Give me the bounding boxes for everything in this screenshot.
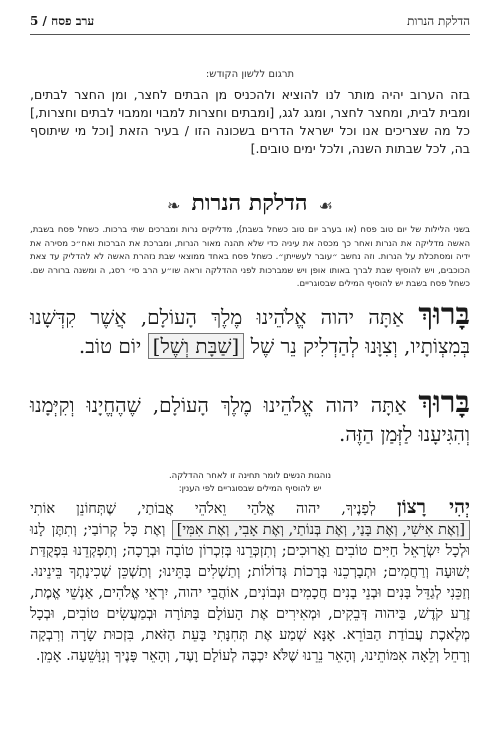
ornament-left-icon: ❧ — [167, 196, 181, 215]
section-header-label: הדלקת הנרות — [407, 14, 470, 28]
blessing-first-word: בָּרוּךְ — [418, 297, 471, 332]
note-line-2: יש להוסיף המילים שבסוגריים לפי הענין: — [178, 483, 322, 494]
ornament-right-icon: ☙ — [318, 196, 333, 215]
running-header — [30, 12, 470, 35]
blessing-candles — [30, 297, 471, 361]
section-title-text: הדלקת הנרות — [191, 190, 308, 216]
prayer-intro: לְפָנֶיךָ, יהוה אֱלֹהַי וֵאלֹהֵי אֲבוֹתַי, שֶׁתְּחוֹנֵן אוֹתִי — [30, 501, 376, 517]
blessing-first-word: בָּרוּךְ — [418, 385, 470, 420]
blessing-ending: יוֹם טוֹב. — [78, 334, 142, 358]
family-insert-box: [וְאֶת אִישִׁי, וְאֶת בָּנַי, וְאֶת בְּנוֹתַי, וְאֶת אָבִי, וְאֶת אִמִּי] — [172, 520, 470, 540]
prayer-body: וְאֶת כָּל קְרוֹבַי; וְתִתֶּן לָנוּ וּלְכָל יִשְׂרָאֵל חַיִּים טוֹבִים וַאֲרוּכִים; וְתִזְכְּרֵנוּ בְּזִכְרוֹן טוֹבָה וּבְרָכָה; וְתִפְקְדֵנוּ בִּפְקֻדַּת יְשׁוּעָה וְרַחֲמִים; וּתְבָרְכֵנוּ בְּרָכוֹת גְּדוֹלוֹת; וְתַשְׁלִים בָּתֵּינוּ; וְתַשְׁכֵּן שְׁכִינָתְךָ בֵּינֵינוּ. וְזַכֵּנִי לְגַדֵּל בָּנִים וּבְנֵי בָנִים חֲכָמִים וּנְבוֹנִים, אוֹהֲבֵי יהוה, יִרְאֵי אֱלֹהִים, אַנְשֵׁי אֱמֶת, זֶרַע קֹדֶשׁ, בַּיהוה דְּבֵקִים, וּמְאִירִים אֶת הָעוֹלָם בַּתּוֹרָה וּבְמַעֲשִׂים טוֹבִים, וּבְכָל מְלֶאכֶת עֲבוֹדַת הַבּוֹרֵא. אָנָּא שְׁמַע אֶת תְּחִנָּתִי בָּעֵת הַזֹּאת, בִּזְכוּת שָׂרָה וְרִבְקָה וְרָחֵל וְלֵאָה אִמּוֹתֵינוּ, וְהָאֵר נֵרֵנוּ שֶׁלֹּא יִכְבֶּה לְעוֹלָם וָעֶד, וְהָאֵר פָּנֶיךָ וְנִוָּשֵׁעָה. אָמֵן. — [30, 522, 470, 664]
siddur-page — [30, 0, 470, 750]
prayer-opening: יְהִי רָצוֹן — [397, 496, 471, 518]
note-line-1: נוהגות הנשים לומר תחינה זו לאחר ההדלקה. — [168, 471, 332, 481]
blessing-text: אַתָּה יהוה אֱלֹהֵינוּ מֶלֶךְ הָעוֹלָם, שֶׁהֶחֱיָנוּ וְקִיְּמָנוּ וְהִגִּיעָנוּ לַזְּמַן הַזֶּה. — [30, 393, 470, 446]
eruv-declaration: בזה הערוב יהיה מותר לנו להוציא ולהכניס מן הבתים לחצר, ומן החצר לבתים, ומבית לבית, ומחצר לחצר, ומגג לגג, [ומבתים וחצרות למבוי וממבוי לבתים וחצרות,] כל מה שצריכים אנו וכל ישראל הדרים בשכונה הזו / בעיר הזאת [וכל מי שיתוסף בה, לכל שבתות השנה, ולכל ימים טובים.] — [30, 87, 470, 156]
blessing-text: אַתָּה יהוה אֱלֹהֵינוּ מֶלֶךְ הָעוֹלָם, אֲשֶׁר קִדְּשָׁנוּ בְּמִצְוֹתָיו, וְצִוָּנוּ לְהַדְלִיק נֵר שֶׁל — [30, 305, 470, 358]
shabbat-insert-box: [שַׁבָּת וְשֶׁל] — [148, 333, 245, 359]
page-number-label: ערב פסח / 5 — [30, 14, 95, 28]
translation-note: תרגום ללשון הקודש: — [205, 69, 295, 80]
section-title — [30, 190, 470, 216]
yehi-ratzon-prayer — [30, 497, 470, 667]
blessing-shehecheyanu — [30, 385, 470, 449]
candle-lighting-instructions: בשני הלילות של יום טוב פסח (או בערב יום טוב כשחל בשבת), מדליקים נרות ומברכים שתי ברכות. כשחל פסח בשבת, האשה מדליקה את הנרות ואחר כך מכסה את עיניה כדי שלא תהנה מאור הנרות, ומברכת את הברכות ואח״כ מסירה את ידיה ומסתכלת על הנרות. וזה נחשב ״עובר לעשייתן״. כשחל פסח באחד ממוצאי שבת נזהרת האשה לא להדליק עד צאת הכוכבים, ויש להוסיף שבת לברך באותו אופן ויש שמברכות לפני ההדלקה וראה שו״ע הרב סי׳ רסג, ה ומשנה ברורה שם. כשחל פסח בשבת יש להוסיף המילים שבסוגריים. — [30, 225, 470, 289]
womens-prayer-note — [30, 470, 470, 495]
